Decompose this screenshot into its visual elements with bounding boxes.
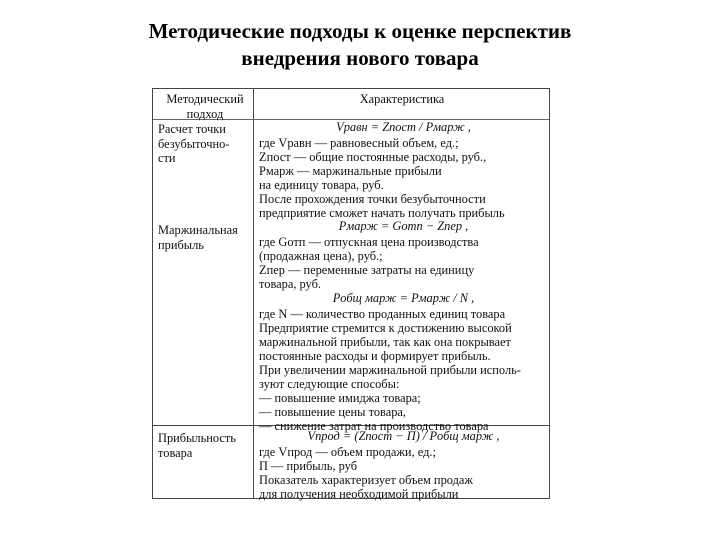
header-characteristic: Характеристика xyxy=(359,92,445,106)
slide-title-line-2: внедрения нового товара xyxy=(241,46,479,70)
formula-marginal-total: Pобщ марж = Pмарж / N , xyxy=(332,291,475,305)
text-line: При увеличении маржинальной прибыли исполь- xyxy=(259,363,521,377)
column-divider xyxy=(253,89,254,498)
text-line: товара, руб. xyxy=(259,277,321,291)
text-line: маржинальной прибыли, так как она покрывает xyxy=(259,335,511,349)
text-line: Pмарж — маржинальные прибыли xyxy=(259,164,442,178)
text-line: для получения необходимой прибыли xyxy=(259,487,459,501)
text-line: (продажная цена), руб.; xyxy=(259,249,383,263)
header-method: Методический подход xyxy=(166,92,244,121)
text-line: Zпост — общие постоянные расходы, руб., xyxy=(259,150,487,164)
text-line: на единицу товара, руб. xyxy=(259,178,384,192)
text-line: зуют следующие способы: xyxy=(259,377,400,391)
text-line: Показатель характеризует объем продаж xyxy=(259,473,473,487)
text-line: Предприятие стремится к достижению высокой xyxy=(259,321,512,335)
row-name-marginal: Маржинальная прибыль xyxy=(158,223,238,252)
formula-breakeven: Vравн = Zпост / Pмарж , xyxy=(336,120,471,134)
methods-table xyxy=(152,88,550,499)
text-line: где N — количество проданных единиц товара xyxy=(259,307,506,321)
text-line: предприятие сможет начать получать прибыль xyxy=(259,206,505,220)
row-name-profitability: Прибыльность товара xyxy=(158,431,236,460)
text-line: где Vпрод — объем продажи, ед.; xyxy=(259,445,436,459)
formula-marginal: Pмарж = Gотп − Zпер , xyxy=(338,219,469,233)
slide-title-line-1: Методические подходы к оценке перспектив xyxy=(148,19,572,43)
text-line: — повышение имиджа товара; xyxy=(259,391,421,405)
formula-profitability: Vпрод = (Zпост − П) / Pобщ марж , xyxy=(307,429,500,443)
text-line: — снижение затрат на производство товара xyxy=(259,419,489,433)
text-line: где Vравн — равновесный объем, ед.; xyxy=(259,136,459,150)
text-line: После прохождения точки безубыточности xyxy=(259,192,486,206)
text-line: где Gотп — отпускная цена производства xyxy=(259,235,479,249)
row-name-breakeven: Расчет точки безубыточно- сти xyxy=(158,122,230,165)
text-line: Zпер — переменные затраты на единицу xyxy=(259,263,475,277)
text-line: — повышение цены товара, xyxy=(259,405,406,419)
slide-title xyxy=(0,18,720,72)
text-line: П — прибыль, руб xyxy=(259,459,358,473)
text-line: постоянные расходы и формирует прибыль. xyxy=(259,349,491,363)
